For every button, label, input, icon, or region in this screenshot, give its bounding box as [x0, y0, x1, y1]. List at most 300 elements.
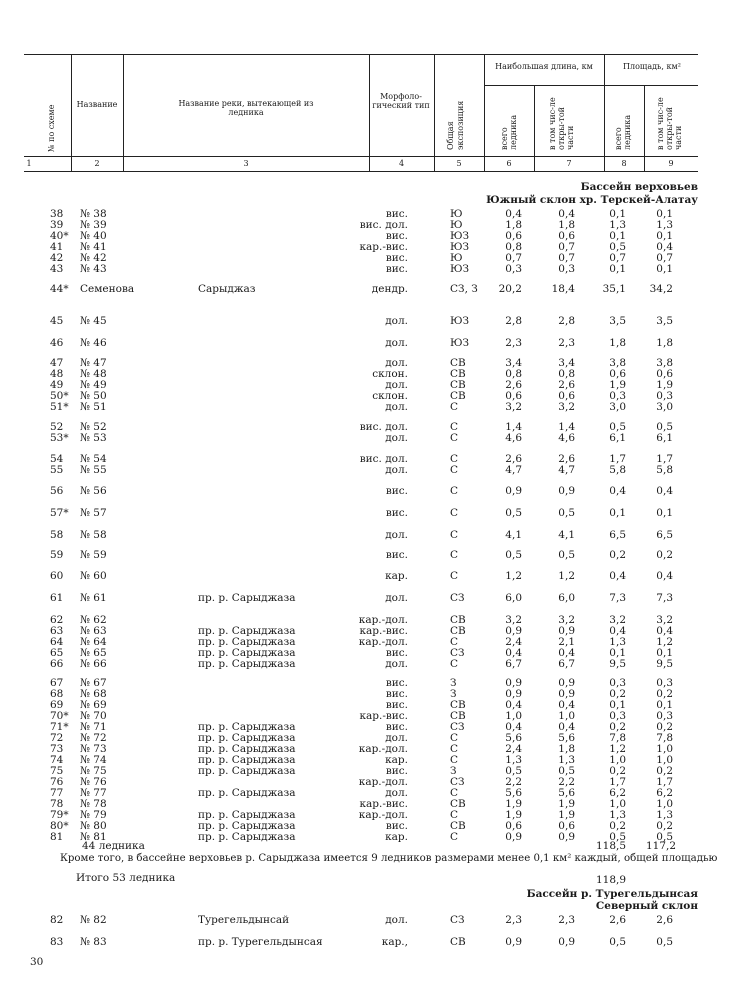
exposure: Ю [450, 219, 463, 231]
length-open: 0,8 [558, 368, 575, 380]
length-open: 18,4 [551, 283, 575, 295]
header-col-river: Название реки, вытекающей из ледника [178, 99, 314, 117]
length-total: 0,6 [505, 230, 522, 242]
glacier-name: № 71 [80, 721, 107, 733]
area-total: 35,1 [602, 283, 626, 295]
length-open: 2,6 [558, 453, 575, 465]
row-number: 83 [50, 936, 64, 948]
header-col-length-total: всего ледника [500, 114, 518, 150]
river-name: пр. р. Сарыджаза [198, 831, 296, 843]
morphology-type: дол. [385, 732, 408, 744]
area-total: 1,0 [609, 798, 626, 810]
area-total: 0,1 [609, 208, 626, 220]
river-name: пр. р. Турегельдынсая [198, 936, 323, 948]
area-open: 6,1 [656, 432, 673, 444]
morphology-type: кар. [385, 570, 408, 582]
glacier-name: № 52 [80, 421, 107, 433]
length-open: 0,9 [558, 625, 575, 637]
area-total: 0,3 [609, 710, 626, 722]
exposure: С [450, 809, 459, 821]
length-total: 0,9 [505, 625, 522, 637]
length-total: 4,7 [505, 464, 522, 476]
length-open: 0,7 [558, 241, 575, 253]
morphology-type: вис. [385, 230, 408, 242]
area-open: 1,8 [656, 337, 673, 349]
row-number: 56 [50, 485, 64, 497]
glacier-name: № 83 [80, 936, 107, 948]
table-row [0, 316, 732, 327]
table-row [0, 284, 732, 295]
glacier-name: № 82 [80, 914, 107, 926]
area-open: 2,6 [656, 914, 673, 926]
table-row [0, 530, 732, 541]
length-total: 0,8 [505, 241, 522, 253]
exposure: СЗ [450, 592, 465, 604]
area-open: 1,0 [656, 798, 673, 810]
glacier-name: № 73 [80, 743, 107, 755]
row-number: 45 [50, 315, 64, 327]
morphology-type: вис. [385, 549, 408, 561]
length-open: 1,4 [558, 421, 575, 433]
table-row [0, 465, 732, 476]
area-open: 3,0 [656, 401, 673, 413]
morphology-type: дол. [385, 401, 408, 413]
area-open: 0,2 [656, 549, 673, 561]
morphology-type: вис. [385, 765, 408, 777]
column-number: 3 [243, 159, 249, 168]
area-open: 0,3 [656, 390, 673, 402]
area-total: 6,2 [609, 787, 626, 799]
exposure: СВ [450, 379, 466, 391]
morphology-type: дол. [385, 432, 408, 444]
length-open: 0,4 [558, 647, 575, 659]
glacier-name: № 48 [80, 368, 107, 380]
glacier-name: № 66 [80, 658, 107, 670]
table-row [0, 593, 732, 604]
area-open: 1,0 [656, 754, 673, 766]
morphology-type: кар. [385, 754, 408, 766]
area-open: 0,4 [656, 570, 673, 582]
exposure: С [450, 421, 459, 433]
header-col-exposure: Общая экспозиция [446, 100, 465, 150]
length-total: 1,2 [505, 570, 522, 582]
area-total: 0,2 [609, 820, 626, 832]
row-number: 55 [50, 464, 64, 476]
area-open: 0,2 [656, 688, 673, 700]
area-open: 0,1 [656, 507, 673, 519]
exposure: СВ [450, 710, 466, 722]
glacier-name: № 76 [80, 776, 107, 788]
river-name: Турегельдынсай [198, 914, 290, 926]
area-total: 0,1 [609, 699, 626, 711]
glacier-name: № 79 [80, 809, 107, 821]
area-open: 0,5 [656, 421, 673, 433]
river-name: пр. р. Сарыджаза [198, 787, 296, 799]
area-total: 0,1 [609, 230, 626, 242]
table-row [0, 338, 732, 349]
morphology-type: кар.-вис. [359, 625, 408, 637]
glacier-name: № 58 [80, 529, 107, 541]
exposure: Ю [450, 252, 463, 264]
glacier-name: № 40 [80, 230, 107, 242]
length-open: 2,3 [558, 914, 575, 926]
row-number: 74 [50, 754, 64, 766]
length-open: 3,2 [558, 401, 575, 413]
table-row [0, 402, 732, 413]
morphology-type: дол. [385, 914, 408, 926]
area-total: 0,2 [609, 765, 626, 777]
exposure: С [450, 658, 459, 670]
length-total: 4,6 [505, 432, 522, 444]
glacier-name: № 42 [80, 252, 107, 264]
area-total: 1,3 [609, 636, 626, 648]
glacier-name: № 56 [80, 485, 107, 497]
river-name: пр. р. Сарыджаза [198, 658, 296, 670]
length-open: 3,2 [558, 614, 575, 626]
exposure: С [450, 743, 459, 755]
length-total: 3,2 [505, 614, 522, 626]
river-name: пр. р. Сарыджаза [198, 636, 296, 648]
length-total: 5,6 [505, 787, 522, 799]
river-name: пр. р. Сарыджаза [198, 592, 296, 604]
exposure: С [450, 432, 459, 444]
header-col-morph: Морфоло-гический тип [372, 92, 430, 110]
exposure: С [450, 485, 459, 497]
row-number: 60 [50, 570, 64, 582]
area-total: 0,5 [609, 831, 626, 843]
exposure: СВ [450, 798, 466, 810]
exposure: С [450, 453, 459, 465]
exposure: СВ [450, 614, 466, 626]
river-name: пр. р. Сарыджаза [198, 721, 296, 733]
column-number: 1 [26, 159, 32, 168]
area-open: 0,1 [656, 263, 673, 275]
river-name: пр. р. Сарыджаза [198, 647, 296, 659]
row-number: 78 [50, 798, 64, 810]
basin-title: Бассейн р. Турегельдынсая [526, 888, 698, 900]
glacier-name: Семенова [80, 283, 135, 295]
row-number: 79* [50, 809, 69, 821]
row-number: 64 [50, 636, 64, 648]
morphology-type: вис. [385, 688, 408, 700]
morphology-type: дол. [385, 357, 408, 369]
length-total: 0,6 [505, 390, 522, 402]
morphology-type: вис. [385, 677, 408, 689]
morphology-type: кар.-дол. [358, 809, 408, 821]
length-total: 2,4 [505, 743, 522, 755]
morphology-type: дол. [385, 529, 408, 541]
glacier-name: № 78 [80, 798, 107, 810]
length-total: 2,2 [505, 776, 522, 788]
row-number: 48 [50, 368, 64, 380]
length-open: 2,2 [558, 776, 575, 788]
length-total: 0,7 [505, 252, 522, 264]
glacier-name: № 50 [80, 390, 107, 402]
area-total: 0,1 [609, 647, 626, 659]
length-open: 0,5 [558, 507, 575, 519]
area-open: 0,1 [656, 230, 673, 242]
table-row [0, 486, 732, 497]
area-total: 1,2 [609, 743, 626, 755]
length-open: 2,6 [558, 379, 575, 391]
morphology-type: кар.-вис. [359, 798, 408, 810]
row-number: 66 [50, 658, 64, 670]
morphology-type: вис. дол. [359, 421, 408, 433]
area-open: 0,2 [656, 820, 673, 832]
glacier-name: № 80 [80, 820, 107, 832]
exposure: ЮЗ [450, 315, 470, 327]
length-open: 0,5 [558, 765, 575, 777]
area-total: 0,6 [609, 368, 626, 380]
length-total: 2,4 [505, 636, 522, 648]
glacier-name: № 39 [80, 219, 107, 231]
length-total: 0,4 [505, 699, 522, 711]
area-total: 0,4 [609, 625, 626, 637]
length-total: 1,0 [505, 710, 522, 722]
area-open: 0,2 [656, 765, 673, 777]
glacier-name: № 70 [80, 710, 107, 722]
morphology-type: дол. [385, 592, 408, 604]
row-number: 61 [50, 592, 64, 604]
river-name: пр. р. Сарыджаза [198, 625, 296, 637]
exposure: С [450, 570, 459, 582]
glacier-name: № 49 [80, 379, 107, 391]
exposure: С [450, 831, 459, 843]
length-open: 0,4 [558, 721, 575, 733]
area-open: 0,1 [656, 699, 673, 711]
length-open: 0,9 [558, 677, 575, 689]
morphology-type: вис. [385, 208, 408, 220]
length-open: 6,0 [558, 592, 575, 604]
morphology-type: дол. [385, 379, 408, 391]
basin-subtitle: Южный склон хр. Терскей-Алатау [486, 194, 698, 206]
area-total: 0,3 [609, 677, 626, 689]
length-open: 5,6 [558, 787, 575, 799]
row-number: 81 [50, 831, 64, 843]
length-open: 0,6 [558, 820, 575, 832]
row-number: 49 [50, 379, 64, 391]
area-open: 0,3 [656, 710, 673, 722]
row-number: 62 [50, 614, 64, 626]
area-open: 3,2 [656, 614, 673, 626]
morphology-type: вис. [385, 647, 408, 659]
length-open: 0,9 [558, 831, 575, 843]
length-open: 1,2 [558, 570, 575, 582]
length-open: 0,5 [558, 549, 575, 561]
exposure: С [450, 636, 459, 648]
row-number: 68 [50, 688, 64, 700]
glacier-name: № 75 [80, 765, 107, 777]
glacier-name: № 59 [80, 549, 107, 561]
morphology-type: вис. [385, 252, 408, 264]
length-open: 3,4 [558, 357, 575, 369]
area-open: 0,4 [656, 625, 673, 637]
area-total: 0,5 [609, 936, 626, 948]
page-number: 30 [30, 956, 44, 968]
length-total: 20,2 [498, 283, 522, 295]
area-open: 7,3 [656, 592, 673, 604]
glacier-name: № 54 [80, 453, 107, 465]
row-number: 65 [50, 647, 64, 659]
exposure: ЮЗ [450, 337, 470, 349]
area-total: 1,7 [609, 776, 626, 788]
header-col-area-open: в том чис-ле откры-той части [656, 97, 683, 150]
area-open: 0,5 [656, 831, 673, 843]
subtotal-area-total: 118,5 [596, 840, 627, 852]
glacier-name: № 45 [80, 315, 107, 327]
glacier-name: № 51 [80, 401, 107, 413]
length-total: 2,6 [505, 379, 522, 391]
length-open: 1,8 [558, 219, 575, 231]
area-total: 1,8 [609, 337, 626, 349]
length-open: 2,1 [558, 636, 575, 648]
length-total: 2,3 [505, 914, 522, 926]
exposure: СВ [450, 820, 466, 832]
header-group-area: Площадь, км² [623, 62, 681, 71]
row-number: 59 [50, 549, 64, 561]
river-name: Сарыджаз [198, 283, 256, 295]
area-total: 0,2 [609, 549, 626, 561]
area-total: 0,1 [609, 507, 626, 519]
area-open: 0,3 [656, 677, 673, 689]
length-total: 2,6 [505, 453, 522, 465]
exposure: СЗ [450, 721, 465, 733]
river-name: пр. р. Сарыджаза [198, 765, 296, 777]
glacier-name: № 67 [80, 677, 107, 689]
length-open: 0,9 [558, 688, 575, 700]
length-open: 4,7 [558, 464, 575, 476]
morphology-type: кар.-дол. [358, 636, 408, 648]
area-open: 6,2 [656, 787, 673, 799]
area-total: 0,1 [609, 263, 626, 275]
row-number: 70* [50, 710, 69, 722]
length-total: 1,9 [505, 809, 522, 821]
area-total: 0,7 [609, 252, 626, 264]
glacier-name: № 43 [80, 263, 107, 275]
glacier-name: № 55 [80, 464, 107, 476]
basin-title: Бассейн верховьев [580, 181, 698, 193]
row-number: 53* [50, 432, 69, 444]
length-total: 1,8 [505, 219, 522, 231]
area-total: 7,8 [609, 732, 626, 744]
area-total: 0,3 [609, 390, 626, 402]
length-open: 6,7 [558, 658, 575, 670]
area-open: 6,5 [656, 529, 673, 541]
row-number: 39 [50, 219, 64, 231]
area-open: 0,1 [656, 208, 673, 220]
length-open: 4,1 [558, 529, 575, 541]
glacier-name: № 69 [80, 699, 107, 711]
morphology-type: кар.-дол. [358, 614, 408, 626]
exposure: Ю [450, 208, 463, 220]
row-number: 72 [50, 732, 64, 744]
morphology-type: вис. [385, 507, 408, 519]
morphology-type: дол. [385, 315, 408, 327]
length-total: 1,9 [505, 798, 522, 810]
glacier-name: № 47 [80, 357, 107, 369]
morphology-type: вис. [385, 699, 408, 711]
glacier-name: № 81 [80, 831, 107, 843]
exposure: ЮЗ [450, 263, 470, 275]
morphology-type: дол. [385, 464, 408, 476]
column-number: 9 [668, 159, 674, 168]
length-total: 0,4 [505, 208, 522, 220]
area-open: 0,1 [656, 647, 673, 659]
morphology-type: кар., [381, 936, 408, 948]
morphology-type: кар.-дол. [358, 743, 408, 755]
length-total: 6,7 [505, 658, 522, 670]
row-number: 38 [50, 208, 64, 220]
exposure: З [450, 765, 457, 777]
exposure: СЗ [450, 647, 465, 659]
length-open: 2,3 [558, 337, 575, 349]
glacier-name: № 65 [80, 647, 107, 659]
area-open: 34,2 [649, 283, 673, 295]
length-total: 0,9 [505, 831, 522, 843]
length-open: 0,9 [558, 936, 575, 948]
length-total: 0,5 [505, 549, 522, 561]
length-open: 1,3 [558, 754, 575, 766]
exposure: СВ [450, 625, 466, 637]
exposure: С [450, 401, 459, 413]
length-total: 2,3 [505, 337, 522, 349]
row-number: 80* [50, 820, 69, 832]
row-number: 40* [50, 230, 69, 242]
morphology-type: вис. [385, 485, 408, 497]
column-number: 5 [456, 159, 462, 168]
morphology-type: вис. дол. [359, 219, 408, 231]
area-total: 0,5 [609, 421, 626, 433]
area-open: 9,5 [656, 658, 673, 670]
exposure: СВ [450, 699, 466, 711]
table-row [0, 508, 732, 519]
row-number: 46 [50, 337, 64, 349]
column-number: 4 [398, 159, 405, 168]
exposure: С [450, 732, 459, 744]
column-number: 7 [566, 159, 572, 168]
glacier-name: № 57 [80, 507, 107, 519]
table-row [0, 571, 732, 582]
header-col-area-total: всего ледника [614, 114, 632, 150]
footnote: Кроме того, в бассейне верховьев р. Сарыджаза имеется 9 ледников размерами менее 0,1 км² каждый, общей площадью [60, 853, 718, 864]
glacier-name: № 62 [80, 614, 107, 626]
area-total: 1,7 [609, 453, 626, 465]
glacier-name: № 63 [80, 625, 107, 637]
glacier-name: № 41 [80, 241, 107, 253]
area-total: 9,5 [609, 658, 626, 670]
morphology-type: дол. [385, 337, 408, 349]
row-number: 71* [50, 721, 69, 733]
length-open: 0,4 [558, 208, 575, 220]
morphology-type: кар.-дол. [358, 776, 408, 788]
area-open: 3,5 [656, 315, 673, 327]
area-total: 3,8 [609, 357, 626, 369]
area-open: 0,2 [656, 721, 673, 733]
length-open: 1,0 [558, 710, 575, 722]
length-total: 0,6 [505, 820, 522, 832]
header-col-name: Название [76, 100, 118, 109]
area-open: 3,8 [656, 357, 673, 369]
area-total: 1,3 [609, 809, 626, 821]
glacier-name: № 46 [80, 337, 107, 349]
row-number: 76 [50, 776, 64, 788]
glacier-name: № 61 [80, 592, 107, 604]
length-total: 0,9 [505, 485, 522, 497]
morphology-type: вис. дол. [359, 453, 408, 465]
exposure: СЗ [450, 776, 465, 788]
basin-subtitle: Северный склон [595, 900, 698, 912]
length-total: 0,8 [505, 368, 522, 380]
